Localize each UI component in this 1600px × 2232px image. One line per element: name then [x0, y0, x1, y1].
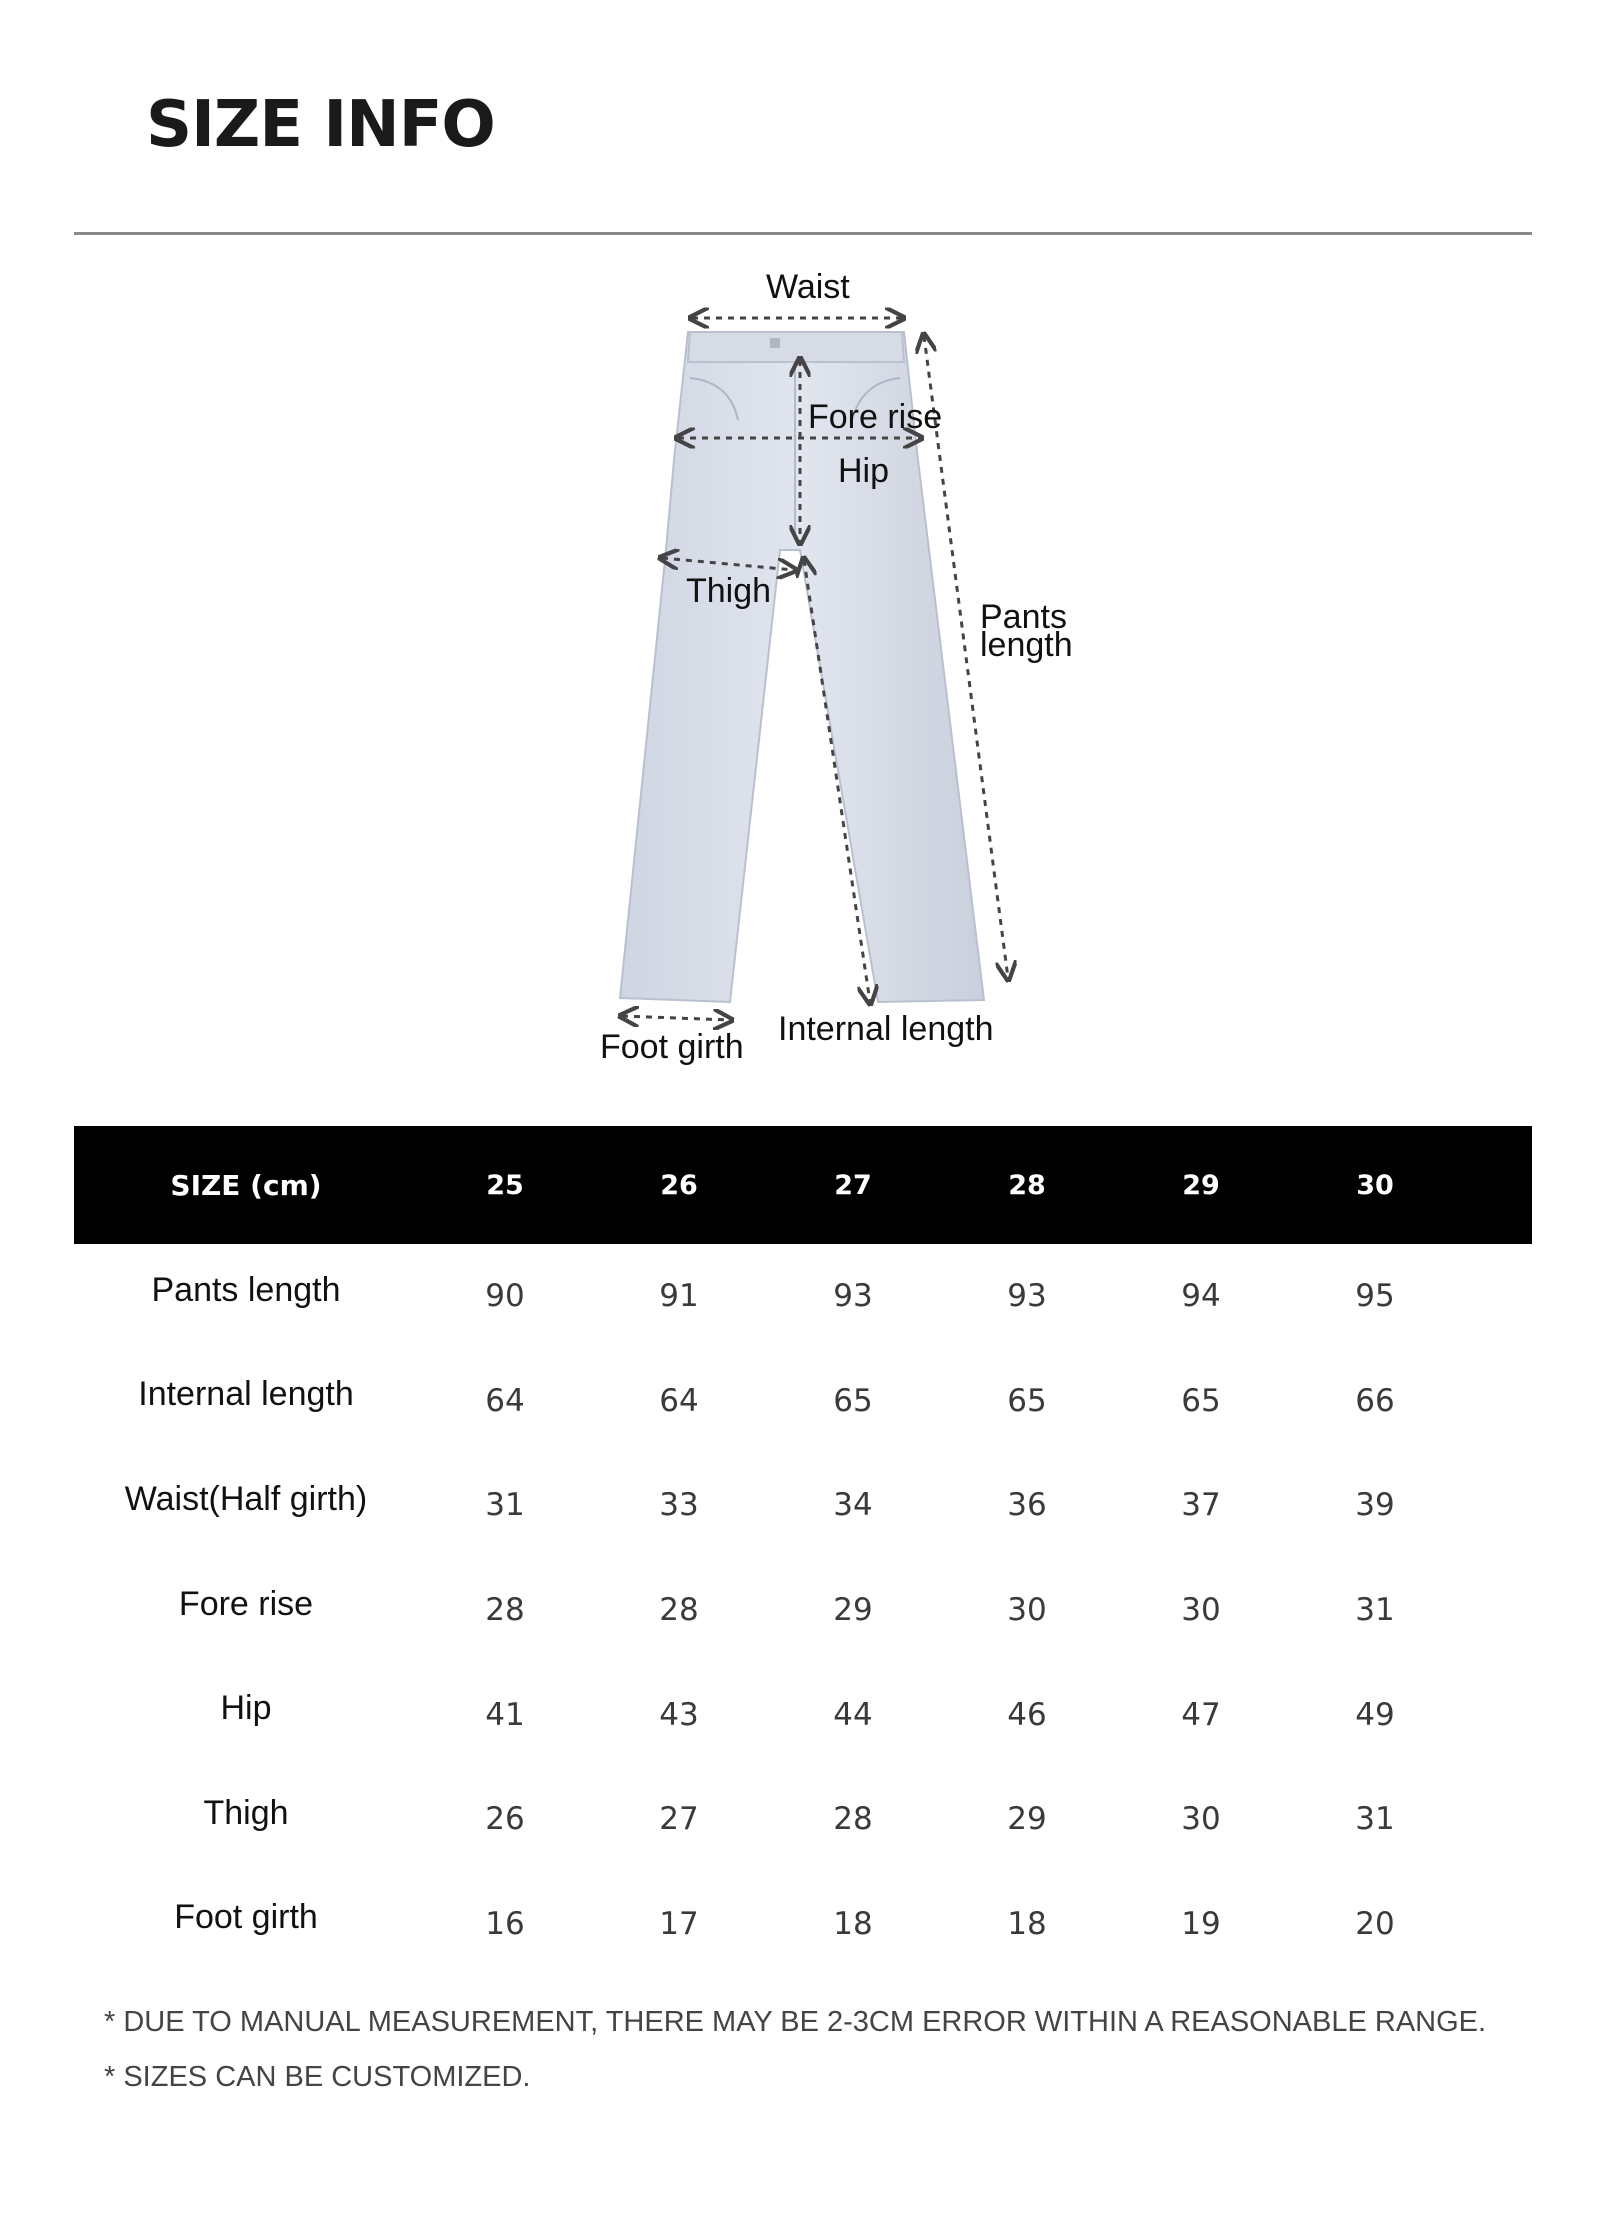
- internal-length-label: Internal length: [778, 1010, 994, 1048]
- row-label: Internal length: [138, 1375, 354, 1414]
- table-cell: 31: [1355, 1592, 1395, 1629]
- table-row: [74, 1662, 1532, 1767]
- footnotes: [104, 2006, 1486, 2116]
- table-cell: 36: [1007, 1487, 1047, 1524]
- foot-girth-label: Foot girth: [600, 1028, 744, 1066]
- customization-note: * SIZES CAN BE CUSTOMIZED.: [104, 2061, 531, 2093]
- table-cell: 64: [659, 1382, 699, 1419]
- fore-rise-label: Fore rise: [808, 398, 943, 436]
- table-cell: 20: [1355, 1905, 1395, 1942]
- table-cell: 28: [659, 1592, 699, 1629]
- row-label: Foot girth: [174, 1898, 318, 1937]
- table-cell: 66: [1355, 1382, 1395, 1419]
- pants-length-label-line1: Pants: [980, 598, 1067, 636]
- hip-label: Hip: [838, 452, 890, 490]
- table-cell: 46: [1007, 1696, 1047, 1733]
- table-row: [74, 1872, 1532, 1977]
- table-cell: 65: [1181, 1382, 1221, 1419]
- table-cell: 49: [1355, 1696, 1395, 1733]
- table-cell: 27: [659, 1801, 699, 1838]
- table-cell: 47: [1181, 1696, 1221, 1733]
- table-cell: 28: [833, 1801, 873, 1838]
- thigh-label: Thigh: [686, 572, 772, 610]
- size-header-label: SIZE (cm): [170, 1168, 322, 1202]
- table-cell: 18: [833, 1905, 873, 1942]
- table-cell: 90: [485, 1278, 525, 1315]
- size-header-cell: 29: [1182, 1169, 1220, 1201]
- table-cell: 95: [1355, 1278, 1395, 1315]
- table-row: [74, 1767, 1532, 1872]
- table-cell: 31: [1355, 1801, 1395, 1838]
- table-cell: 44: [833, 1696, 873, 1733]
- row-label: Waist(Half girth): [124, 1479, 368, 1518]
- table-cell: 19: [1181, 1905, 1221, 1942]
- table-cell: 94: [1181, 1278, 1221, 1315]
- size-header-cell: 28: [1008, 1169, 1046, 1201]
- table-cell: 33: [659, 1487, 699, 1524]
- row-label: Fore rise: [178, 1584, 314, 1623]
- table-cell: 91: [659, 1278, 699, 1315]
- foot-girth-arrow: [622, 1016, 730, 1020]
- size-header-cell: 27: [834, 1169, 872, 1201]
- table-cell: 17: [659, 1905, 699, 1942]
- pants-measurement-diagram: [0, 250, 1600, 1080]
- table-row: [74, 1558, 1532, 1663]
- table-cell: 93: [1007, 1278, 1047, 1315]
- table-cell: 30: [1181, 1801, 1221, 1838]
- title-divider: [74, 232, 1532, 235]
- size-table-header: [74, 1126, 1532, 1244]
- table-cell: 43: [659, 1696, 699, 1733]
- table-cell: 65: [1007, 1382, 1047, 1419]
- table-cell: 29: [833, 1592, 873, 1629]
- page-title: SIZE INFO: [146, 88, 495, 162]
- size-table: [74, 1126, 1532, 1976]
- table-cell: 93: [833, 1278, 873, 1315]
- size-header-cell: 30: [1356, 1169, 1394, 1201]
- table-cell: 64: [485, 1382, 525, 1419]
- table-cell: 26: [485, 1801, 525, 1838]
- pants-length-label-line2: length: [980, 626, 1073, 664]
- row-label: Thigh: [203, 1793, 289, 1832]
- table-cell: 34: [833, 1487, 873, 1524]
- table-cell: 16: [485, 1905, 525, 1942]
- table-cell: 37: [1181, 1487, 1221, 1524]
- table-row: [74, 1453, 1532, 1558]
- table-cell: 41: [485, 1696, 525, 1733]
- table-cell: 30: [1181, 1592, 1221, 1629]
- table-row: [74, 1349, 1532, 1454]
- table-cell: 65: [833, 1382, 873, 1419]
- table-cell: 28: [485, 1592, 525, 1629]
- table-cell: 31: [485, 1487, 525, 1524]
- waist-label: Waist: [766, 268, 850, 306]
- measurement-error-note: * DUE TO MANUAL MEASUREMENT, THERE MAY BE 2-3CM ERROR WITHIN A REASONABLE RANGE.: [104, 2006, 1487, 2038]
- table-row: [74, 1244, 1532, 1349]
- row-label: Hip: [220, 1689, 272, 1728]
- table-cell: 29: [1007, 1801, 1047, 1838]
- table-cell: 18: [1007, 1905, 1047, 1942]
- size-header-cell: 26: [660, 1169, 698, 1201]
- table-cell: 30: [1007, 1592, 1047, 1629]
- table-cell: 39: [1355, 1487, 1395, 1524]
- size-header-cell: 25: [486, 1169, 524, 1201]
- row-label: Pants length: [151, 1270, 341, 1309]
